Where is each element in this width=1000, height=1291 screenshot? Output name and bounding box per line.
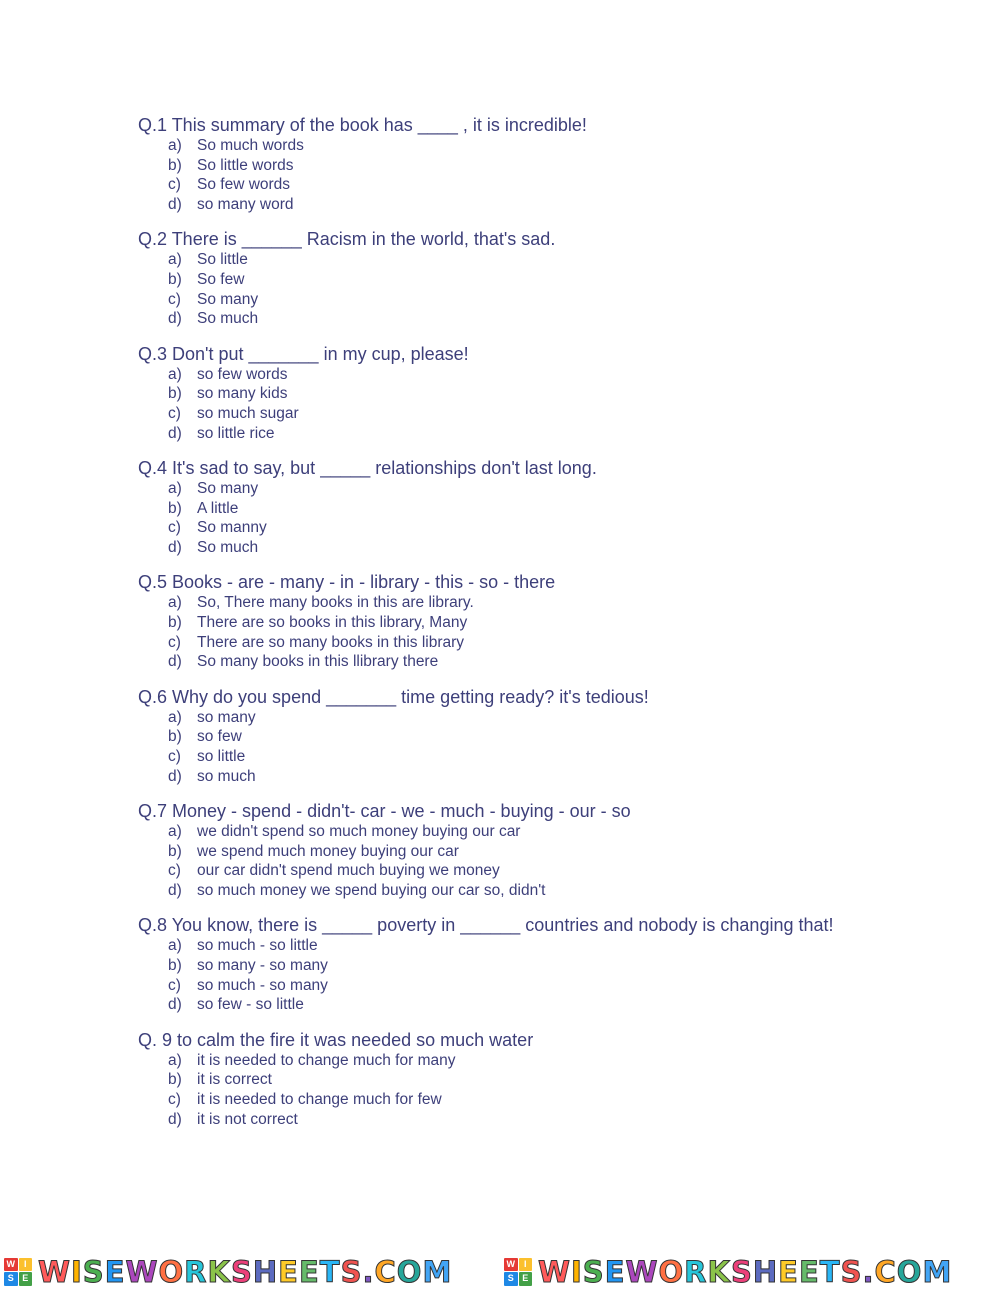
question-text: Q.1 This summary of the book has ____ , it is incredible! bbox=[138, 115, 587, 135]
answer-options bbox=[138, 1051, 878, 1130]
answer-option[interactable] bbox=[168, 822, 878, 842]
option-text: So many books in this llibrary there bbox=[197, 653, 439, 671]
question-block bbox=[138, 914, 878, 1015]
answer-option[interactable] bbox=[168, 995, 878, 1015]
option-text: we spend much money buying our car bbox=[197, 842, 459, 860]
option-letter: a) bbox=[168, 1051, 182, 1069]
option-letter: b) bbox=[168, 156, 182, 174]
question-text: Q.7 Money - spend - didn't- car - we - much - buying - our - so bbox=[138, 800, 631, 821]
question-block bbox=[138, 686, 878, 787]
answer-option[interactable] bbox=[168, 290, 878, 310]
answer-option[interactable] bbox=[168, 538, 878, 558]
question-text: Q.6 Why do you spend _______ time getting ready? it's tedious! bbox=[138, 686, 649, 707]
option-text: So little words bbox=[197, 156, 294, 174]
option-letter: d) bbox=[168, 424, 182, 442]
option-text: so much - so little bbox=[197, 937, 318, 955]
answer-options bbox=[138, 136, 878, 215]
answer-option[interactable] bbox=[168, 424, 878, 444]
brand-watermark bbox=[500, 1256, 1000, 1288]
option-text: So many bbox=[197, 290, 259, 308]
option-letter: d) bbox=[168, 996, 182, 1014]
question-block bbox=[138, 228, 878, 329]
option-letter: a) bbox=[168, 937, 182, 955]
question-text: Q.4 It's sad to say, but _____ relationships don't last long. bbox=[138, 457, 597, 478]
option-letter: b) bbox=[168, 728, 182, 746]
option-text: so little rice bbox=[197, 424, 275, 442]
answer-option[interactable] bbox=[168, 1090, 878, 1110]
answer-option[interactable] bbox=[168, 881, 878, 901]
option-letter: b) bbox=[168, 271, 182, 289]
option-letter: c) bbox=[168, 405, 181, 423]
option-letter: b) bbox=[168, 499, 182, 517]
option-letter: c) bbox=[168, 176, 181, 194]
logo-letter: E bbox=[19, 1272, 33, 1286]
question-text: Q.3 Don't put _______ in my cup, please! bbox=[138, 343, 469, 364]
brand-watermark bbox=[0, 1256, 500, 1288]
logo-letter: I bbox=[19, 1258, 33, 1272]
brand-text: WISEWORKSHEETS.COM bbox=[538, 1254, 953, 1289]
option-letter: c) bbox=[168, 1090, 181, 1108]
option-letter: c) bbox=[168, 633, 181, 651]
answer-option[interactable] bbox=[168, 613, 878, 633]
option-text: our car didn't spend much buying we money bbox=[197, 862, 500, 880]
option-text: so much sugar bbox=[197, 405, 299, 423]
answer-option[interactable] bbox=[168, 309, 878, 329]
question-text: Q.5 Books - are - many - in - library - this - so - there bbox=[138, 572, 556, 593]
logo-letter: W bbox=[4, 1258, 18, 1272]
option-letter: c) bbox=[168, 290, 181, 308]
option-text: So much bbox=[197, 539, 259, 557]
answer-options bbox=[138, 365, 878, 444]
option-letter: a) bbox=[168, 251, 182, 269]
logo-letter: W bbox=[504, 1258, 518, 1272]
option-text: So much words bbox=[197, 137, 304, 154]
option-text: So many bbox=[197, 479, 259, 497]
footer-banner bbox=[0, 1252, 1000, 1291]
option-text: it is not correct bbox=[197, 1110, 298, 1128]
option-letter: d) bbox=[168, 881, 182, 899]
logo-letter: S bbox=[504, 1272, 518, 1286]
question-block bbox=[138, 114, 878, 215]
answer-option[interactable] bbox=[168, 479, 878, 499]
answer-option[interactable] bbox=[168, 652, 878, 672]
option-text: it is needed to change much for few bbox=[197, 1090, 442, 1108]
option-letter: d) bbox=[168, 767, 182, 785]
answer-option[interactable] bbox=[168, 1051, 878, 1071]
option-text: So few bbox=[197, 271, 245, 289]
answer-option[interactable] bbox=[168, 633, 878, 653]
answer-option[interactable] bbox=[168, 1110, 878, 1130]
option-text: we didn't spend so much money buying our car bbox=[197, 822, 521, 840]
question-text: Q.8 You know, there is _____ poverty in ______ countries and nobody is changing that! bbox=[138, 915, 834, 936]
option-text: So little bbox=[197, 251, 248, 269]
option-text: so many word bbox=[197, 196, 294, 214]
option-text: so few - so little bbox=[197, 996, 304, 1014]
answer-option[interactable] bbox=[168, 956, 878, 976]
option-letter: d) bbox=[168, 1110, 182, 1128]
logo-icon bbox=[504, 1258, 532, 1286]
answer-option[interactable] bbox=[168, 384, 878, 404]
question-block bbox=[138, 1029, 878, 1130]
answer-options bbox=[138, 822, 878, 901]
answer-option[interactable] bbox=[168, 250, 878, 270]
answer-option[interactable] bbox=[168, 270, 878, 290]
answer-option[interactable] bbox=[168, 842, 878, 862]
option-letter: a) bbox=[168, 594, 182, 612]
answer-options bbox=[138, 936, 878, 1015]
option-letter: a) bbox=[168, 479, 182, 497]
option-letter: b) bbox=[168, 613, 182, 631]
answer-options bbox=[138, 593, 878, 672]
answer-option[interactable] bbox=[168, 767, 878, 787]
option-text: So, There many books in this are library. bbox=[197, 594, 474, 612]
option-text: so many bbox=[197, 708, 256, 726]
answer-option[interactable] bbox=[168, 1070, 878, 1090]
option-letter: a) bbox=[168, 708, 182, 726]
option-text: So manny bbox=[197, 519, 267, 537]
question-text: Q. 9 to calm the fire it was needed so much water bbox=[138, 1029, 534, 1050]
answer-options bbox=[138, 479, 878, 558]
option-letter: b) bbox=[168, 385, 182, 403]
question-block bbox=[138, 571, 878, 672]
option-text: so much bbox=[197, 767, 256, 785]
option-letter: b) bbox=[168, 842, 182, 860]
option-letter: a) bbox=[168, 137, 182, 154]
answer-option[interactable] bbox=[168, 708, 878, 728]
option-text: so much money we spend buying our car so, didn't bbox=[197, 881, 546, 899]
answer-options bbox=[138, 708, 878, 787]
answer-option[interactable] bbox=[168, 518, 878, 538]
option-text: it is needed to change much for many bbox=[197, 1051, 456, 1069]
option-text: A little bbox=[197, 499, 239, 517]
option-text: So few words bbox=[197, 176, 291, 194]
option-text: so many - so many bbox=[197, 956, 328, 974]
option-letter: a) bbox=[168, 365, 182, 383]
option-text: There are so many books in this library bbox=[197, 633, 465, 651]
option-letter: d) bbox=[168, 310, 182, 328]
question-text: Q.2 There is ______ Racism in the world, that's sad. bbox=[138, 229, 556, 250]
answer-option[interactable] bbox=[168, 136, 878, 156]
option-letter: b) bbox=[168, 956, 182, 974]
question-block bbox=[138, 343, 878, 444]
question-block bbox=[138, 800, 878, 901]
answer-option[interactable] bbox=[168, 936, 878, 956]
question-block bbox=[138, 457, 878, 558]
option-letter: c) bbox=[168, 862, 181, 880]
logo-letter: S bbox=[4, 1272, 18, 1286]
option-letter: c) bbox=[168, 976, 181, 994]
logo-icon bbox=[4, 1258, 32, 1286]
option-text: so little bbox=[197, 747, 246, 765]
worksheet bbox=[138, 114, 878, 1143]
logo-letter: I bbox=[519, 1258, 533, 1272]
option-letter: d) bbox=[168, 653, 182, 671]
answer-option[interactable] bbox=[168, 365, 878, 385]
option-letter: c) bbox=[168, 519, 181, 537]
option-text: so few words bbox=[197, 365, 288, 383]
answer-option[interactable] bbox=[168, 747, 878, 767]
option-text: So much bbox=[197, 310, 259, 328]
logo-letter: E bbox=[519, 1272, 533, 1286]
option-text: There are so books in this library, Many bbox=[197, 613, 468, 631]
answer-option[interactable] bbox=[168, 976, 878, 996]
option-letter: b) bbox=[168, 1071, 182, 1089]
answer-option[interactable] bbox=[168, 727, 878, 747]
option-text: so few bbox=[197, 728, 242, 746]
brand-text: WISEWORKSHEETS.COM bbox=[38, 1254, 453, 1289]
option-text: so many kids bbox=[197, 385, 288, 403]
option-text: it is correct bbox=[197, 1071, 272, 1089]
answer-option[interactable] bbox=[168, 175, 878, 195]
answer-option[interactable] bbox=[168, 156, 878, 176]
option-letter: d) bbox=[168, 196, 182, 214]
answer-option[interactable] bbox=[168, 404, 878, 424]
option-letter: a) bbox=[168, 822, 182, 840]
option-text: so much - so many bbox=[197, 976, 328, 994]
answer-option[interactable] bbox=[168, 861, 878, 881]
option-letter: d) bbox=[168, 539, 182, 557]
answer-options bbox=[138, 250, 878, 329]
answer-option[interactable] bbox=[168, 195, 878, 215]
answer-option[interactable] bbox=[168, 593, 878, 613]
answer-option[interactable] bbox=[168, 499, 878, 519]
option-letter: c) bbox=[168, 747, 181, 765]
